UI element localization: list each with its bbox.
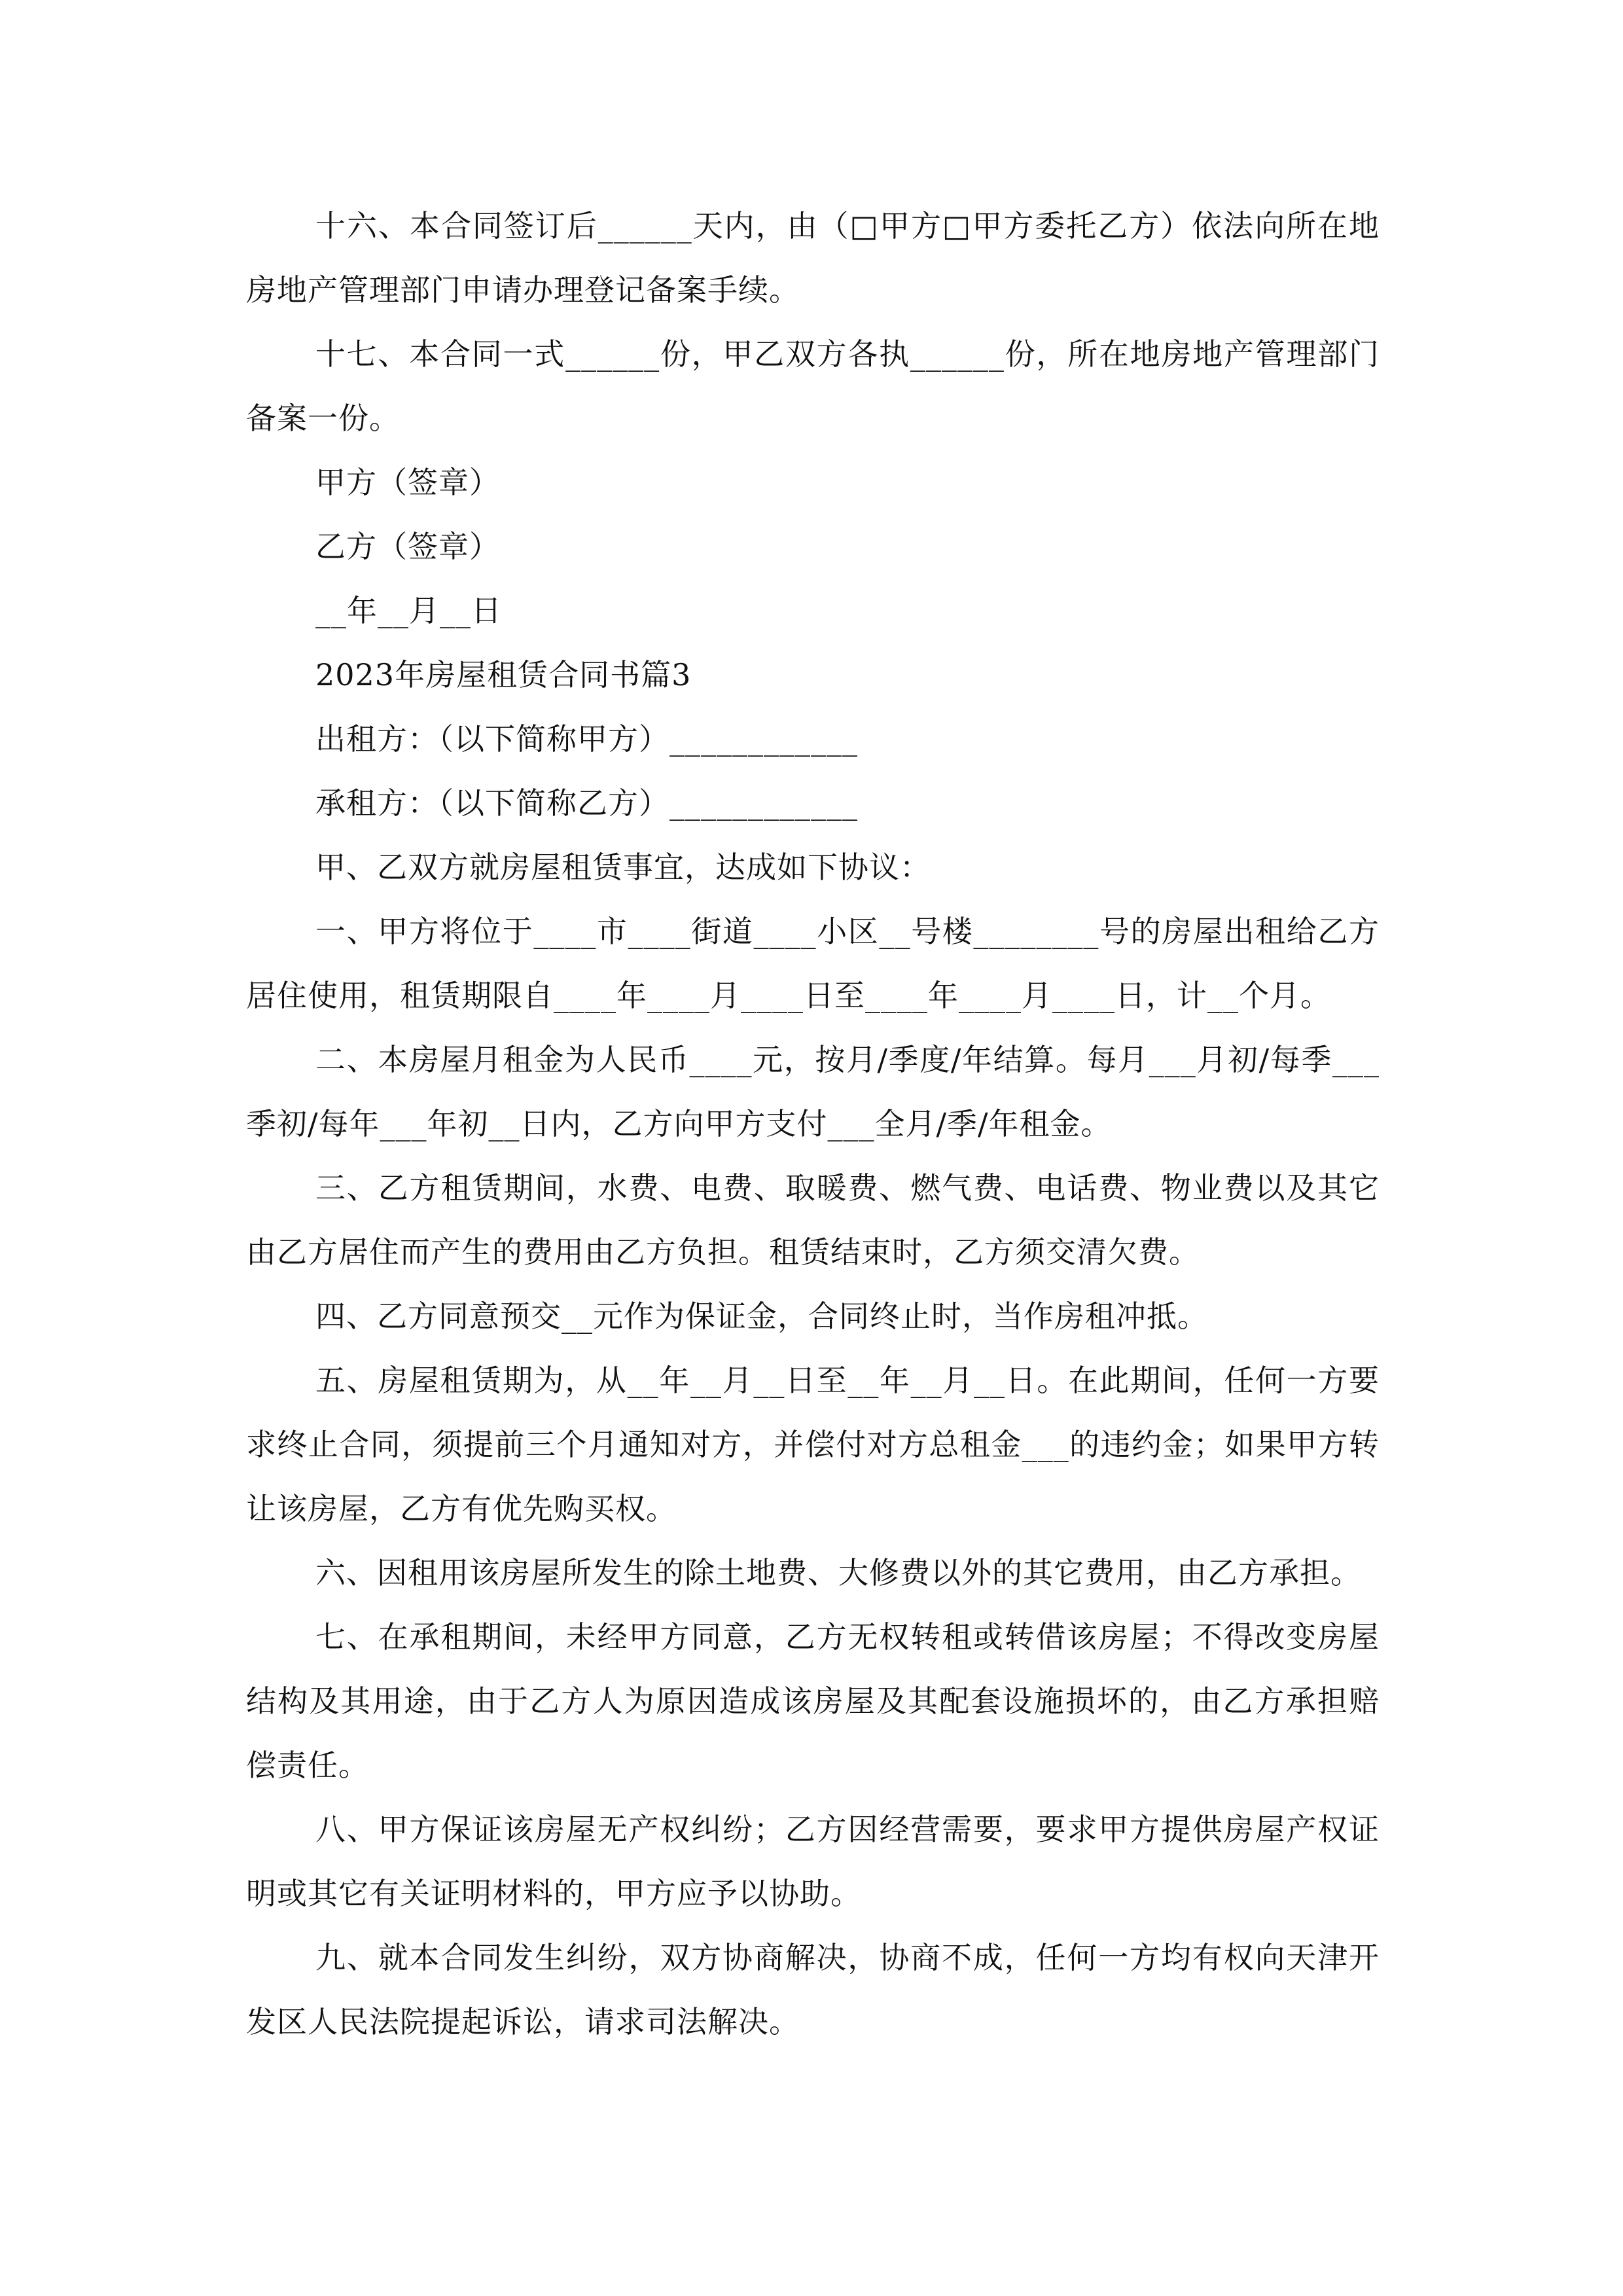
clause-9: 九、就本合同发生纠纷，双方协商解决，协商不成，任何一方均有权向天津开发区人民法院提起诉讼，请求司法解决。 (246, 1940, 1380, 2039)
document-body (246, 194, 1380, 2054)
clause-1: 一、甲方将位于____市____街道____小区__号楼________号的房屋出租给乙方居住使用，租赁期限自____年____月____日至____年____月____日，计__个月。 (246, 914, 1380, 1013)
lessor-line: 出租方：（以下简称甲方）____________ (315, 721, 858, 757)
clause-4: 四、乙方同意预交__元作为保证金，合同终止时，当作房租冲抵。 (315, 1299, 1208, 1334)
party-a-signature: 甲方（签章） (315, 465, 500, 500)
clause-8: 八、甲方保证该房屋无产权纠纷；乙方因经营需要，要求甲方提供房屋产权证明或其它有关证明材料的，甲方应予以协助。 (246, 1812, 1380, 1911)
clause-17: 十七、本合同一式______份，甲乙双方各执______份，所在地房地产管理部门备案一份。 (246, 336, 1380, 436)
clause-5: 五、房屋租赁期为，从__年__月__日至__年__月__日。在此期间，任何一方要求终止合同，须提前三个月通知对方，并偿付对方总租金___的违约金；如果甲方转让该房屋，乙方有优先购买权。 (246, 1363, 1380, 1526)
signing-date: __年__月__日 (315, 593, 502, 628)
clause-3: 三、乙方租赁期间，水费、电费、取暖费、燃气费、电话费、物业费以及其它由乙方居住而产生的费用由乙方负担。租赁结束时，乙方须交清欠费。 (246, 1170, 1380, 1270)
section-heading: 2023年房屋租赁合同书篇3 (315, 657, 692, 692)
lessee-line: 承租方：（以下简称乙方）____________ (315, 785, 858, 821)
clause-6: 六、因租用该房屋所发生的除土地费、大修费以外的其它费用，由乙方承担。 (315, 1555, 1361, 1590)
clause-16: 十六、本合同签订后______天内，由（□甲方□甲方委托乙方）依法向所在地房地产管理部门申请办理登记备案手续。 (246, 208, 1380, 308)
party-b-signature: 乙方（签章） (315, 529, 500, 564)
clause-7: 七、在承租期间，未经甲方同意，乙方无权转租或转借该房屋；不得改变房屋结构及其用途，由于乙方人为原因造成该房屋及其配套设施损坏的，由乙方承担赔偿责任。 (246, 1619, 1380, 1783)
agreement-intro: 甲、乙双方就房屋租赁事宜，达成如下协议： (315, 850, 931, 885)
clause-2: 二、本房屋月租金为人民币____元，按月/季度/年结算。每月___月初/每季___季初/每年___年初__日内，乙方向甲方支付___全月/季/年租金。 (246, 1042, 1380, 1141)
